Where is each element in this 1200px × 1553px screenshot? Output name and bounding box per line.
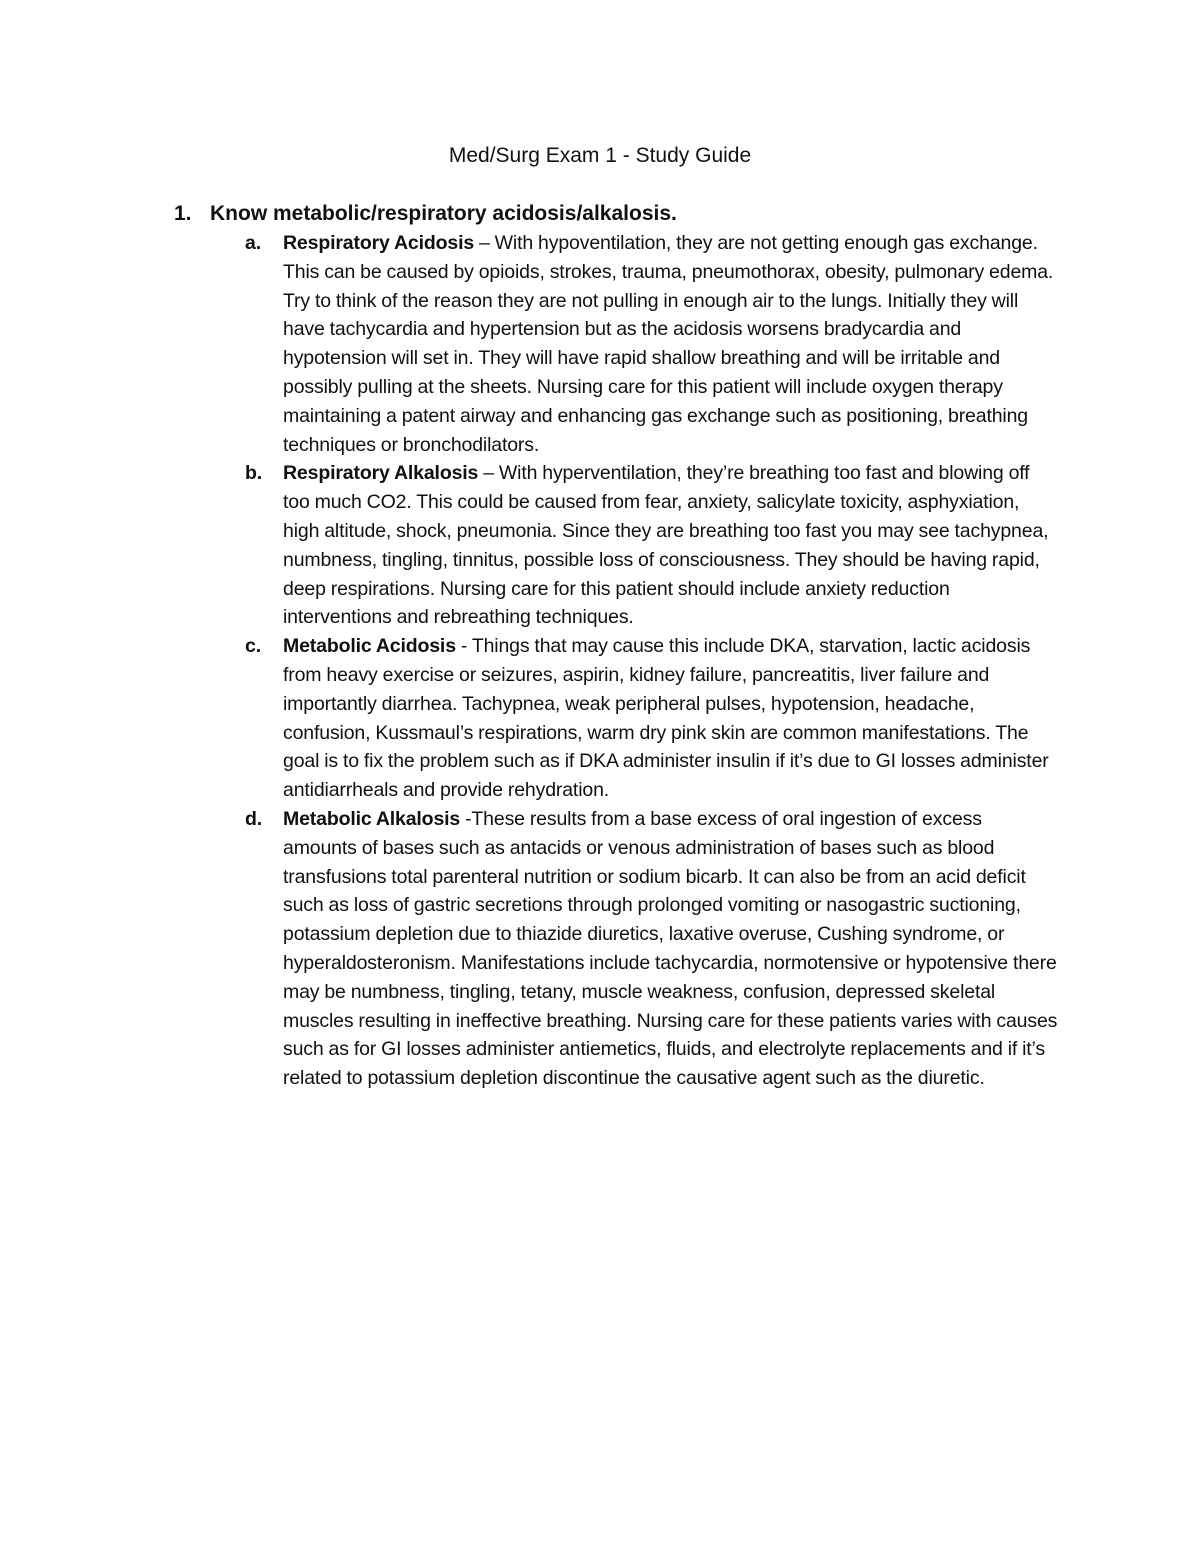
document-title: Med/Surg Exam 1 - Study Guide <box>448 144 752 167</box>
section-heading-text: Know metabolic/respiratory acidosis/alkalosis. <box>210 202 677 225</box>
item-term: Metabolic Acidosis <box>283 635 456 658</box>
list-item-respiratory-alkalosis <box>245 459 1060 632</box>
list-item-metabolic-acidosis <box>245 632 1060 805</box>
list-marker: b. <box>245 462 263 485</box>
list-item-respiratory-acidosis <box>245 229 1060 459</box>
item-text: - Things that may cause this include DKA, starvation, lactic acidosis from heavy exercise or seizures, aspirin, kidney failure, pancreatitis, liver failure and importantly diarrhea. Tachypnea, weak peripheral pulses, hypotension, headache, confusion, Kussmaul’s respirations, warm dry pink skin are common manifestations. The goal is to fix the problem such as if DKA administer insulin if it’s due to GI losses administer antidiarrheals and provide rehydration. <box>283 635 1049 802</box>
list-marker: d. <box>245 807 263 830</box>
item-text: -These results from a base excess of oral ingestion of excess amounts of bases such as antacids or venous administration of bases such as blood transfusions total parenteral nutrition or sodium bicarb. It can also be from an acid deficit such as loss of gastric secretions through prolonged vomiting or nasogastric suctioning, potassium depletion due to thiazide diuretics, laxative overuse, Cushing syndrome, or hyperaldosteronism. Manifestations include tachycardia, normotensive or hypotensive there may be numbness, tingling, tetany, muscle weakness, confusion, depressed skeletal muscles resulting in ineffective breathing. Nursing care for these patients varies with causes such as for GI losses administer antiemetics, fluids, and electrolyte replacements and if it’s related to potassium depletion discontinue the causative agent such as the diuretic. <box>283 807 1058 1090</box>
item-text: – With hypoventilation, they are not getting enough gas exchange. This can be caused by opioids, strokes, trauma, pneumothorax, obesity, pulmonary edema. Try to think of the reason they are not pulling in enough air to the lungs. Initially they will have tachycardia and hypertension but as the acidosis worsens bradycardia and hypotension will set in. They will have rapid shallow breathing and will be irritable and possibly pulling at the sheets. Nursing care for this patient will include oxygen therapy maintaining a patent airway and enhancing gas exchange such as positioning, breathing techniques or bronchodilators. <box>283 232 1054 456</box>
acid-base-list <box>245 229 1060 1093</box>
item-text: – With hyperventilation, they’re breathing too fast and blowing off too much CO2. This could be caused from fear, anxiety, salicylate toxicity, asphyxiation, high altitude, shock, pneumonia. Since they are breathing too fast you may see tachypnea, numbness, tingling, tinnitus, possible loss of consciousness. They should be having rapid, deep respirations. Nursing care for this patient should include anxiety reduction interventions and rebreathing techniques. <box>283 462 1049 629</box>
list-marker: c. <box>245 635 261 658</box>
item-term: Respiratory Acidosis <box>283 232 475 254</box>
section-heading <box>174 200 677 228</box>
list-item-metabolic-alkalosis <box>245 805 1060 1093</box>
item-term: Metabolic Alkalosis <box>283 807 461 830</box>
item-term: Respiratory Alkalosis <box>283 462 479 485</box>
section-number: 1. <box>174 202 192 225</box>
list-marker: a. <box>245 232 261 254</box>
